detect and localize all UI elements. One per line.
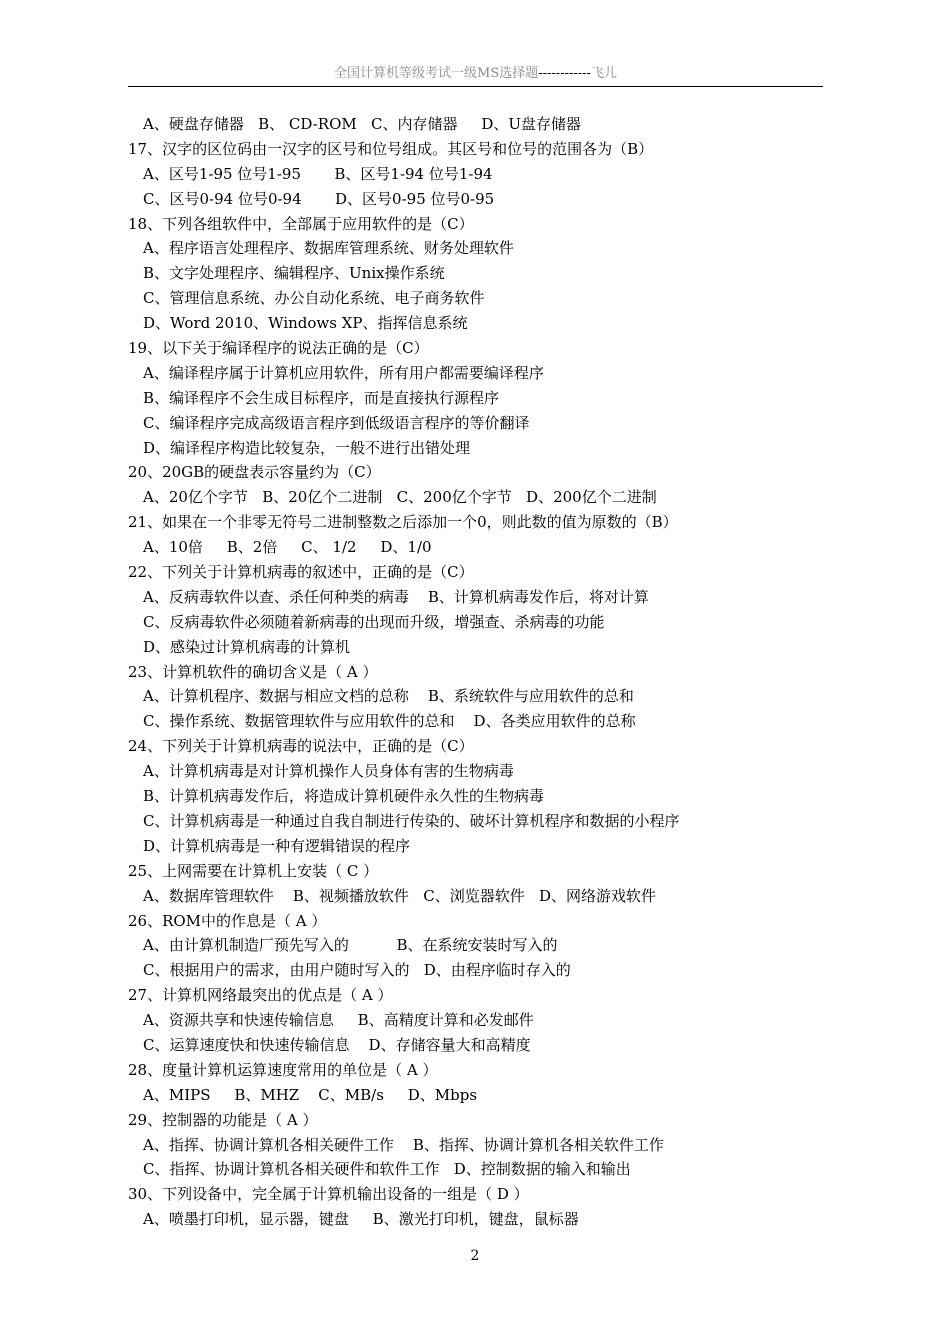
question-line: 18、下列各组软件中，全部属于应用软件的是（C） xyxy=(128,214,474,233)
answer-option-line: A、计算机病毒是对计算机操作人员身体有害的生物病毒 xyxy=(143,762,514,781)
question-line: 21、如果在一个非零无符号二进制整数之后添加一个0，则此数的值为原数的（B） xyxy=(128,513,678,532)
answer-option-line: C、根据用户的需求，由用户随时写入的 D、由程序临时存入的 xyxy=(143,961,571,980)
question-line: 30、下列设备中，完全属于计算机输出设备的一组是（ D ） xyxy=(128,1185,529,1204)
answer-option-line: A、程序语言处理程序、数据库管理系统、财务处理软件 xyxy=(143,239,514,258)
answer-option-line: C、区号0-94 位号0-94 D、区号0-95 位号0-95 xyxy=(143,189,495,208)
question-line: 26、ROM中的作息是（ A ） xyxy=(128,911,327,930)
answer-option-line: A、硬盘存储器 B、 CD-ROM C、内存储器 D、U盘存储器 xyxy=(143,115,582,133)
answer-option-line: A、指挥、协调计算机各相关硬件工作 B、指挥、协调计算机各相关软件工作 xyxy=(143,1135,664,1154)
header-dashes: ------------ xyxy=(538,66,591,81)
answer-option-line: A、资源共享和快速传输信息 B、高精度计算和必发邮件 xyxy=(143,1011,534,1030)
page-header xyxy=(128,64,823,87)
answer-option-line: A、由计算机制造厂预先写入的 B、在系统安装时写入的 xyxy=(143,936,558,955)
answer-option-line: A、10倍 B、2倍 C、 1/2 D、1/0 xyxy=(143,538,432,557)
answer-option-line: A、MIPS B、MHZ C、MB/s D、Mbps xyxy=(143,1085,478,1104)
answer-option-line: D、感染过计算机病毒的计算机 xyxy=(143,637,351,656)
answer-option-line: A、反病毒软件以查、杀任何种类的病毒 B、计算机病毒发作后，将对计算 xyxy=(143,587,649,606)
answer-option-line: A、数据库管理软件 B、视频播放软件 C、浏览器软件 D、网络游戏软件 xyxy=(143,886,657,905)
header-title: 全国计算机等级考试一级MS选择题 xyxy=(334,66,539,81)
answer-option-line: A、区号1-95 位号1-95 B、区号1-94 位号1-94 xyxy=(143,164,493,183)
answer-option-line: A、计算机程序、数据与相应文档的总称 B、系统软件与应用软件的总和 xyxy=(143,687,634,706)
answer-option-line: D、计算机病毒是一种有逻辑错误的程序 xyxy=(143,836,411,855)
answer-option-line: C、管理信息系统、办公自动化系统、电子商务软件 xyxy=(143,289,485,308)
question-list xyxy=(128,112,828,1232)
page-number: 2 xyxy=(470,1248,480,1264)
answer-option-line: B、文字处理程序、编辑程序、Unix操作系统 xyxy=(143,264,445,283)
question-line: 24、下列关于计算机病毒的说法中，正确的是（C） xyxy=(128,737,474,756)
question-line: 28、度量计算机运算速度常用的单位是（ A ） xyxy=(128,1060,438,1079)
answer-option-line: B、编译程序不会生成目标程序，而是直接执行源程序 xyxy=(143,388,500,407)
question-line: 22、下列关于计算机病毒的叙述中，正确的是（C） xyxy=(128,563,474,582)
answer-option-line: A、喷墨打印机，显示器，键盘 B、激光打印机，键盘，鼠标器 xyxy=(143,1210,579,1229)
question-line: 27、计算机网络最突出的优点是（ A ） xyxy=(128,986,393,1005)
answer-option-line: B、计算机病毒发作后，将造成计算机硬件永久性的生物病毒 xyxy=(143,787,545,806)
answer-option-line: D、Word 2010、Windows XP、指挥信息系统 xyxy=(143,314,468,333)
answer-option-line: C、编译程序完成高级语言程序到低级语言程序的等价翻译 xyxy=(143,413,530,432)
question-line: 17、汉字的区位码由一汉字的区号和位号组成。其区号和位号的范围各为（B） xyxy=(128,139,654,158)
answer-option-line: A、20亿个字节 B、20亿个二进制 C、200亿个字节 D、200亿个二进制 xyxy=(143,488,657,507)
answer-option-line: D、编译程序构造比较复杂，一般不进行出错处理 xyxy=(143,438,471,457)
answer-option-line: A、编译程序属于计算机应用软件，所有用户都需要编译程序 xyxy=(143,363,544,382)
question-line: 23、计算机软件的确切含义是（ A ） xyxy=(128,662,378,681)
question-line: 20、20GB的硬盘表示容量约为（C） xyxy=(128,463,381,482)
answer-option-line: C、计算机病毒是一种通过自我自制进行传染的、破坏计算机程序和数据的小程序 xyxy=(143,811,680,830)
question-line: 29、控制器的功能是（ A ） xyxy=(128,1110,318,1129)
header-author: 飞儿 xyxy=(590,66,617,81)
answer-option-line: C、反病毒软件必须随着新病毒的出现而升级，增强查、杀病毒的功能 xyxy=(143,612,605,631)
question-line: 25、上网需要在计算机上安装（ C ） xyxy=(128,861,379,880)
answer-option-line: C、运算速度快和快速传输信息 D、存储容量大和高精度 xyxy=(143,1035,531,1054)
answer-option-line: C、操作系统、数据管理软件与应用软件的总和 D、各类应用软件的总称 xyxy=(143,712,636,731)
question-line: 19、以下关于编译程序的说法正确的是（C） xyxy=(128,339,429,358)
answer-option-line: C、指挥、协调计算机各相关硬件和软件工作 D、控制数据的输入和输出 xyxy=(143,1160,631,1179)
